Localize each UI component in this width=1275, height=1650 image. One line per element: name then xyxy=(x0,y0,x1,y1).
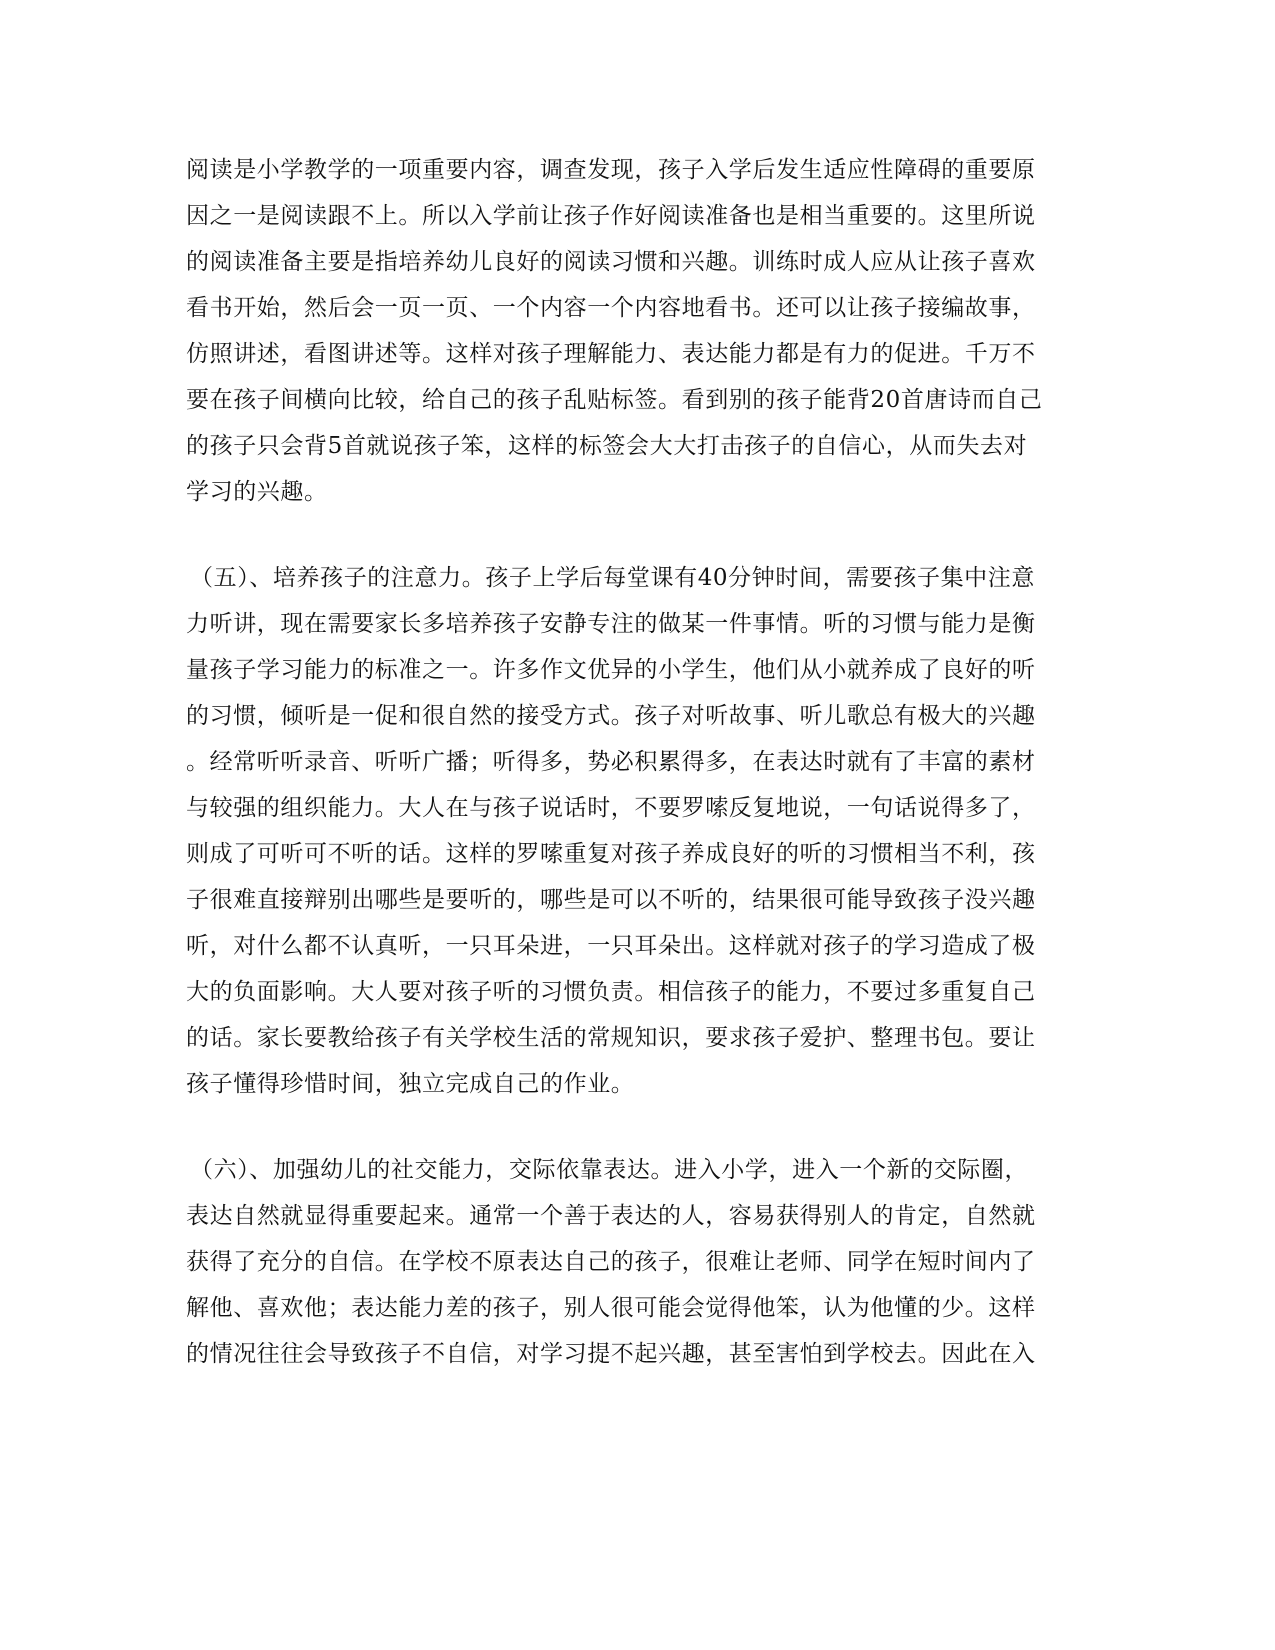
text-line: 仿照讲述，看图讲述等。这样对孩子理解能力、表达能力都是有力的促进。千万不 xyxy=(186,341,1036,367)
text-line: 看书开始，然后会一页一页、一个内容一个内容地看书。还可以让孩子接编故事， xyxy=(186,295,1036,321)
text-line: 量孩子学习能力的标准之一。许多作文优异的小学生，他们从小就养成了良好的听 xyxy=(186,657,1036,683)
text-line: 表达自然就显得重要起来。通常一个善于表达的人，容易获得别人的肯定，自然就 xyxy=(186,1203,1036,1229)
text-line: 孩子懂得珍惜时间，独立完成自己的作业。 xyxy=(186,1071,635,1097)
text-line: 阅读是小学教学的一项重要内容，调查发现，孩子入学后发生适应性障碍的重要原 xyxy=(186,157,1036,183)
text-line: 的话。家长要教给孩子有关学校生活的常规知识，要求孩子爱护、整理书包。要让 xyxy=(186,1025,1036,1051)
text-line: 则成了可听可不听的话。这样的罗嗦重复对孩子养成良好的听的习惯相当不利，孩 xyxy=(186,841,1036,867)
text-line: 大的负面影响。大人要对孩子听的习惯负责。相信孩子的能力，不要过多重复自己 xyxy=(186,979,1036,1005)
text-line: 的阅读准备主要是指培养幼儿良好的阅读习惯和兴趣。训练时成人应从让孩子喜欢 xyxy=(186,249,1036,275)
text-line: （六）、加强幼儿的社交能力，交际依靠表达。进入小学，进入一个新的交际圈， xyxy=(190,1157,1029,1183)
text-line: 的习惯，倾听是一促和很自然的接受方式。孩子对听故事、听儿歌总有极大的兴趣 xyxy=(186,703,1036,729)
text-line: 获得了充分的自信。在学校不原表达自己的孩子，很难让老师、同学在短时间内了 xyxy=(186,1249,1036,1275)
text-line: （五）、培养孩子的注意力。孩子上学后每堂课有40分钟时间，需要孩子集中注意 xyxy=(190,565,1035,591)
text-line: 。经常听听录音、听听广播；听得多，势必积累得多，在表达时就有了丰富的素材 xyxy=(186,749,1036,775)
text-line: 因之一是阅读跟不上。所以入学前让孩子作好阅读准备也是相当重要的。这里所说 xyxy=(186,203,1036,229)
text-line: 解他、喜欢他；表达能力差的孩子，别人很可能会觉得他笨，认为他懂的少。这样 xyxy=(186,1295,1036,1321)
text-line: 力听讲，现在需要家长多培养孩子安静专注的做某一件事情。听的习惯与能力是衡 xyxy=(186,611,1036,637)
text-line: 听，对什么都不认真听，一只耳朵进，一只耳朵出。这样就对孩子的学习造成了极 xyxy=(186,933,1036,959)
text-line: 的孩子只会背5首就说孩子笨，这样的标签会大大打击孩子的自信心，从而失去对 xyxy=(186,433,1028,459)
text-line: 子很难直接辩别出哪些是要听的，哪些是可以不听的，结果很可能导致孩子没兴趣 xyxy=(186,887,1036,913)
text-line: 要在孩子间横向比较，给自己的孩子乱贴标签。看到别的孩子能背20首唐诗而自己 xyxy=(186,387,1043,413)
text-line: 与较强的组织能力。大人在与孩子说话时，不要罗嗦反复地说，一句话说得多了， xyxy=(186,795,1036,821)
text-line: 学习的兴趣。 xyxy=(186,479,328,505)
text-line: 的情况往往会导致孩子不自信，对学习提不起兴趣，甚至害怕到学校去。因此在入 xyxy=(186,1341,1036,1367)
